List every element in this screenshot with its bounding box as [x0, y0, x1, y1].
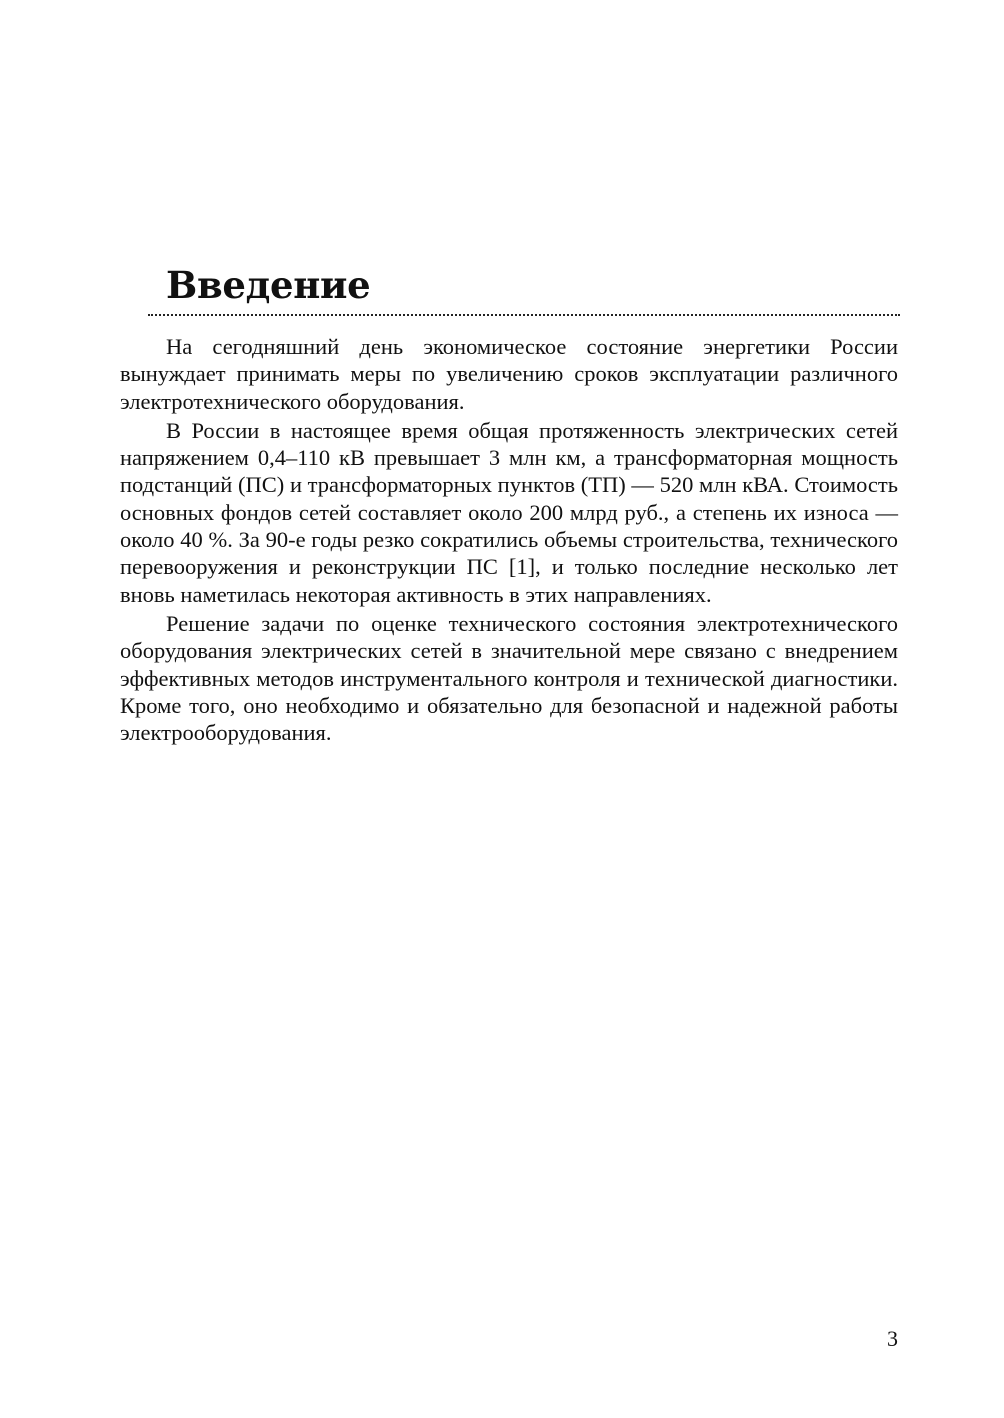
paragraph-2: В России в настоящее время общая протяженность электрических сетей напряжением 0,4–110 кВ превышает 3 млн км, а трансформаторная мощность подстанций (ПС) и трансформаторных пунктов (ТП) — 520 млн кВА. Стоимость основных фондов сетей составляет около 200 млрд руб., а степень их износа — около 40 %. За 90-е годы резко сократились объемы строительства, технического перевооружения и реконструкции ПС [1], и только последние несколько лет вновь наметилась некоторая активность в этих направлениях.	[120, 417, 898, 607]
paragraph-3: Решение задачи по оценке технического состояния электротехнического оборудования электрических сетей в значительной мере связано с внедрением эффективных методов инструментального контроля и технической диагностики. Кроме того, оно необходимо и обязательно для безопасной и надежной работы электрооборудования.	[120, 610, 898, 746]
body-text	[120, 333, 898, 746]
section-heading: Введение	[166, 263, 371, 307]
page-number: 3	[887, 1326, 898, 1351]
paragraph-1: На сегодняшний день экономическое состояние энергетики России вынуждает принимать меры по увеличению сроков эксплуатации различного электротехнического оборудования.	[120, 334, 898, 414]
dotted-divider	[148, 314, 900, 316]
